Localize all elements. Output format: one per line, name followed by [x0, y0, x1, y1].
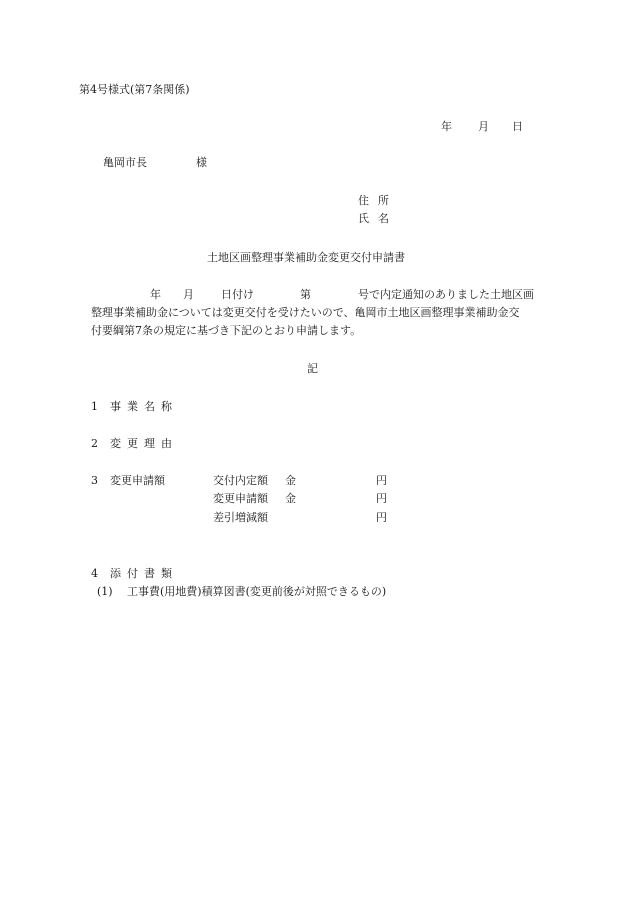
- amount-yen: 円: [376, 474, 387, 487]
- date-month: 月: [478, 120, 489, 133]
- amount-kin: 金: [285, 492, 296, 505]
- body-year: 年: [150, 288, 161, 301]
- ki-heading: 記: [307, 362, 318, 375]
- date-year: 年: [441, 120, 452, 133]
- amount-kin: 金: [285, 474, 296, 487]
- item-number: 4: [91, 567, 98, 580]
- body-line-2: 整理事業補助金については変更交付を受けたいので、亀岡市土地区画整理事業補助金交: [91, 306, 520, 319]
- addressee-honorific: 様: [196, 156, 207, 169]
- body-line-1: 号で内定通知のありました土地区画: [358, 288, 534, 301]
- body-date: 日付け: [221, 288, 254, 301]
- body-number: 第: [300, 288, 311, 301]
- item-label: 添付書類: [110, 567, 178, 580]
- amount-label: 変更申請額: [213, 492, 268, 505]
- document-title: 土地区画整理事業補助金変更交付申請書: [207, 251, 405, 264]
- amount-yen: 円: [376, 511, 387, 524]
- body-month: 月: [183, 288, 194, 301]
- amount-yen: 円: [376, 492, 387, 505]
- address-label: 住所: [358, 194, 398, 207]
- attachment-text: 工事費(用地費)積算図書(変更前後が対照できるもの): [127, 585, 387, 598]
- amount-label: 交付内定額: [213, 474, 268, 487]
- name-label: 氏名: [358, 212, 398, 225]
- body-line-3: 付要綱第7条の規定に基づき下記のとおり申請します。: [91, 324, 362, 337]
- item-label: 変更理由: [110, 437, 178, 450]
- attachment-number: (1): [97, 585, 113, 598]
- item-label: 変更申請額: [110, 474, 165, 487]
- addressee-name: 亀岡市長: [103, 156, 147, 169]
- item-number: 1: [91, 400, 98, 413]
- amount-label: 差引増減額: [213, 511, 268, 524]
- item-number: 3: [91, 474, 98, 487]
- date-day: 日: [512, 120, 523, 133]
- item-label: 事業名称: [110, 400, 178, 413]
- item-number: 2: [91, 437, 98, 450]
- form-number: 第4号様式(第7条関係): [79, 83, 190, 96]
